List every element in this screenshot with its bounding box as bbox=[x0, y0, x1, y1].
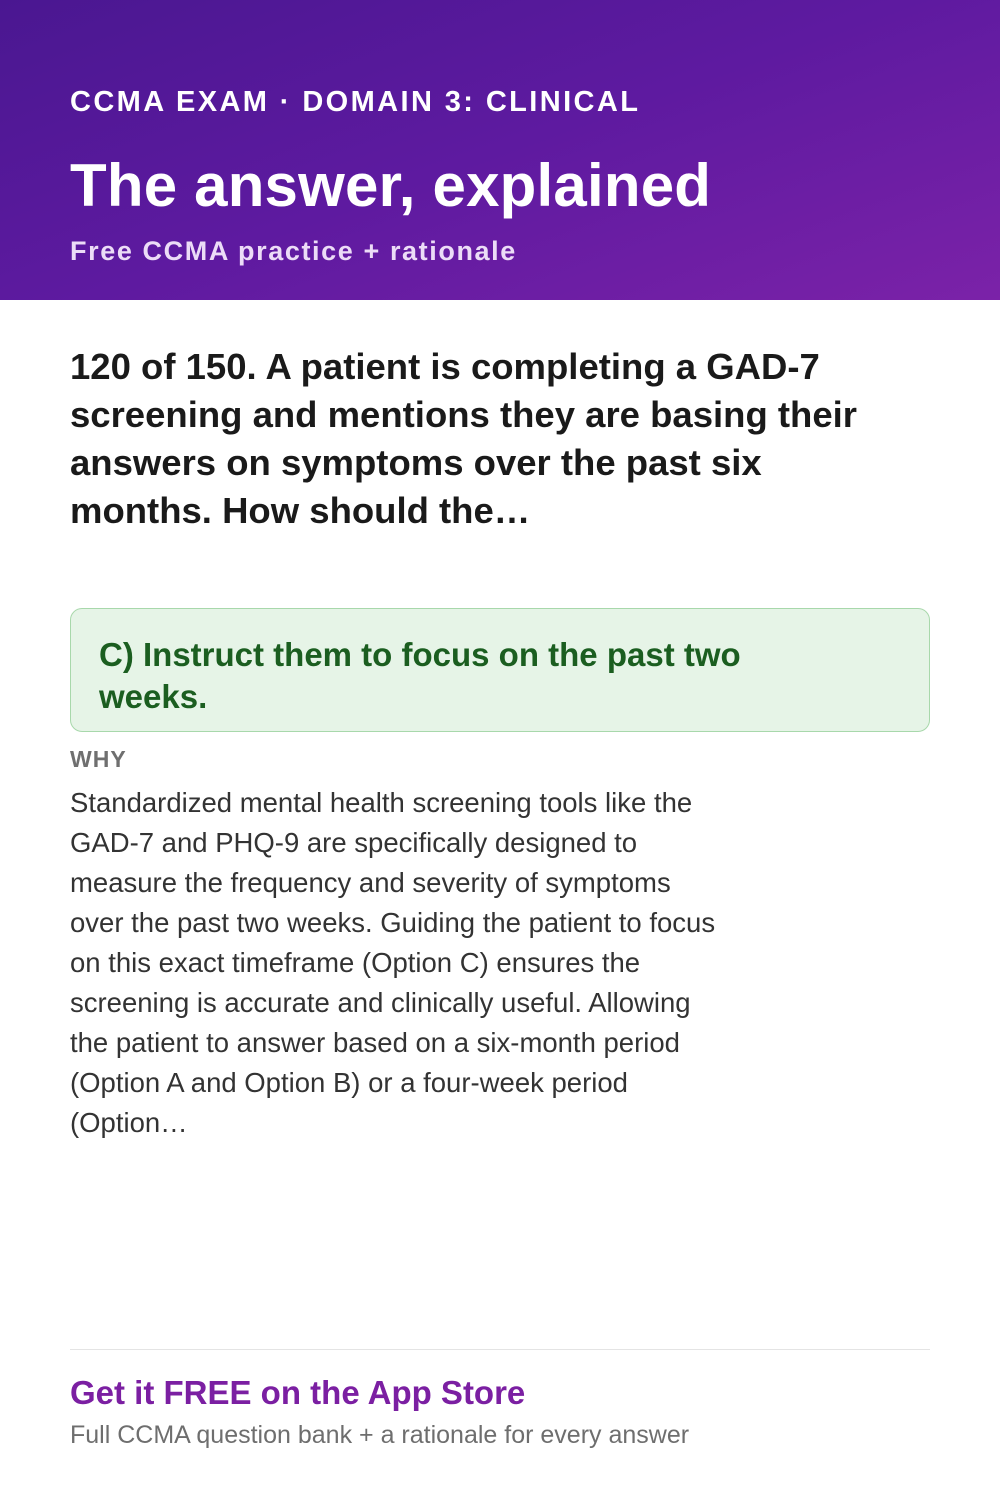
rationale-text: Standardized mental health screening tools like the GAD-7 and PHQ-9 are specifically designed to measure the frequency and severity of symptoms over the past two weeks. Guiding the patient to focus on this exact timeframe (Option C) ensures the screening is accurate and clinically useful. Allowing the patient to answer based on a six-month period (Option A and Option B) or a four-week period (Option… bbox=[70, 787, 716, 1138]
page-title: The answer, explained bbox=[70, 152, 712, 219]
footer-divider bbox=[70, 1349, 930, 1350]
question-text: 120 of 150. A patient is completing a GAD-7 screening and mentions they are basing their answers on symptoms over the past six months. How should the… bbox=[70, 346, 857, 531]
exam-domain-label: CCMA EXAM · DOMAIN 3: CLINICAL bbox=[70, 86, 641, 118]
app-store-description: Full CCMA question bank + a rationale for every answer bbox=[70, 1421, 690, 1449]
correct-answer-text: C) Instruct them to focus on the past two weeks. bbox=[99, 636, 741, 715]
correct-answer-card bbox=[70, 608, 930, 732]
rationale-label: WHY bbox=[70, 746, 127, 772]
page-subtitle: Free CCMA practice + rationale bbox=[70, 236, 517, 266]
app-store-link[interactable]: Get it FREE on the App Store bbox=[70, 1374, 526, 1411]
header-banner bbox=[0, 0, 1000, 300]
